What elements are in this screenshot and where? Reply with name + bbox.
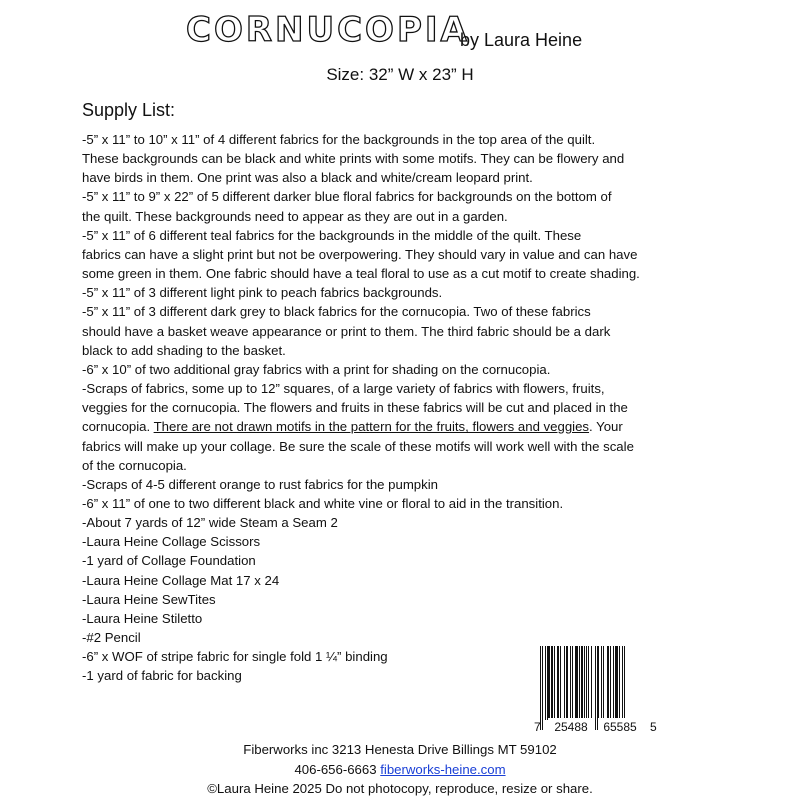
website-link[interactable]: fiberworks-heine.com (380, 761, 506, 777)
supply-line: of the cornucopia. (82, 457, 187, 473)
barcode-bar (557, 646, 559, 720)
supply-line: fabrics will make up your collage. Be sure the scale of these motifs will work well with the scale (82, 438, 634, 454)
barcode (534, 646, 660, 740)
barcode-bar (588, 646, 589, 720)
barcode-bar (622, 646, 623, 720)
supply-line: -#2 Pencil (82, 630, 141, 646)
barcode-bar (575, 646, 578, 720)
barcode-bar (581, 646, 583, 720)
barcode-first-digit: 7 (534, 720, 541, 734)
barcode-bar (603, 646, 604, 720)
supply-line: -Laura Heine Collage Mat 17 x 24 (82, 572, 280, 588)
supply-list (82, 130, 722, 686)
supply-line: -6” x WOF of stripe fabric for single fold 1 ¼” binding (82, 649, 388, 665)
phone-number: 406-656-6663 (294, 761, 381, 777)
barcode-bar (601, 646, 602, 720)
supply-line-with-note (82, 417, 722, 436)
supply-line: -Laura Heine Stiletto (82, 610, 203, 626)
barcode-check-digit: 5 (650, 720, 657, 734)
supply-line: -6” x 10” of two additional gray fabrics with a print for shading on the cornucopia. (82, 361, 551, 377)
supply-list-heading: Supply List: (82, 100, 176, 120)
supply-line: -Laura Heine SewTites (82, 591, 216, 607)
barcode-bar (564, 646, 565, 720)
barcode-bar (566, 646, 568, 720)
copyright-notice: ©Laura Heine 2025 Do not photocopy, reproduce, resize or share. (207, 781, 593, 796)
supply-line: -1 yard of fabric for backing (82, 668, 242, 684)
barcode-left-digits: 25488 (548, 718, 594, 736)
barcode-bar (613, 646, 614, 720)
supply-line: These backgrounds can be black and white prints with some motifs. They can be flowery and (82, 151, 625, 167)
supply-line: the quilt. These backgrounds need to appear as they are out in a garden. (82, 208, 508, 224)
contact-line (0, 760, 800, 780)
barcode-bar (586, 646, 587, 720)
header (0, 8, 800, 52)
barcode-bar (579, 646, 580, 720)
barcode-bar (570, 646, 571, 720)
barcode-bar (572, 646, 573, 720)
quilt-size: Size: 32” W x 23” H (326, 65, 474, 84)
supply-line: black to add shading to the basket. (82, 342, 286, 358)
supply-line: -Laura Heine Collage Scissors (82, 534, 261, 550)
supply-line: -6” x 11” of one to two different black and white vine or floral to aid in the transition. (82, 495, 564, 511)
supply-line: fabrics can have a slight print but not be overpowering. They should vary in value and can have (82, 246, 638, 262)
barcode-bar (591, 646, 592, 720)
footer (0, 740, 800, 799)
barcode-bar (619, 646, 620, 720)
designer-byline: by Laura Heine (460, 30, 583, 50)
supply-line: -Scraps of 4-5 different orange to rust fabrics for the pumpkin (82, 476, 438, 492)
supply-line: should have a basket weave appearance or print to them. The third fabric should be a dark (82, 323, 611, 339)
barcode-bar (624, 646, 625, 720)
barcode-bar (560, 646, 561, 720)
barcode-digits (534, 718, 660, 736)
barcode-bar (584, 646, 585, 720)
barcode-bar (615, 646, 618, 720)
supply-line: -5” x 11” of 6 different teal fabrics for the backgrounds in the middle of the quilt. These (82, 227, 582, 243)
supply-line: -1 yard of Collage Foundation (82, 553, 256, 569)
supply-line: -5” x 11” of 3 different dark grey to black fabrics for the cornucopia. Two of these fabrics (82, 304, 591, 320)
pattern-title: CORNUCOPIA (186, 10, 470, 50)
barcode-bar (547, 646, 550, 720)
barcode-bar (554, 646, 555, 720)
barcode-bar (545, 646, 546, 720)
barcode-bar (551, 646, 553, 720)
supply-line: veggies for the cornucopia. The flowers and fruits in these fabrics will be cut and placed in the (82, 400, 628, 416)
barcode-bar (610, 646, 611, 720)
supply-line: have birds in them. One print was also a black and white/cream leopard print. (82, 170, 533, 186)
supply-line: -Scraps of fabrics, some up to 12” squares, of a large variety of fabrics with flowers, fruits, (82, 381, 605, 397)
supply-line: some green in them. One fabric should have a teal floral to use as a cut motif to create shading. (82, 266, 640, 282)
motif-note: There are not drawn motifs in the pattern for the fruits, flowers and veggies (153, 419, 590, 435)
barcode-bar (607, 646, 609, 720)
supply-line-end: . Your (589, 419, 623, 435)
supply-line: -5” x 11” to 9” x 22” of 5 different darker blue floral fabrics for backgrounds on the bottom of (82, 189, 612, 205)
company-address: Fiberworks inc 3213 Henesta Drive Billings MT 59102 (243, 742, 557, 757)
supply-line: -About 7 yards of 12” wide Steam a Seam 2 (82, 515, 338, 531)
barcode-right-digits: 65585 (598, 718, 642, 736)
supply-line: -5” x 11” to 10” x 11” of 4 different fabrics for the backgrounds in the top area of the quilt. (82, 132, 596, 147)
supply-line: -5” x 11” of 3 different light pink to peach fabrics backgrounds. (82, 285, 443, 301)
supply-line-start: cornucopia. (82, 419, 154, 435)
